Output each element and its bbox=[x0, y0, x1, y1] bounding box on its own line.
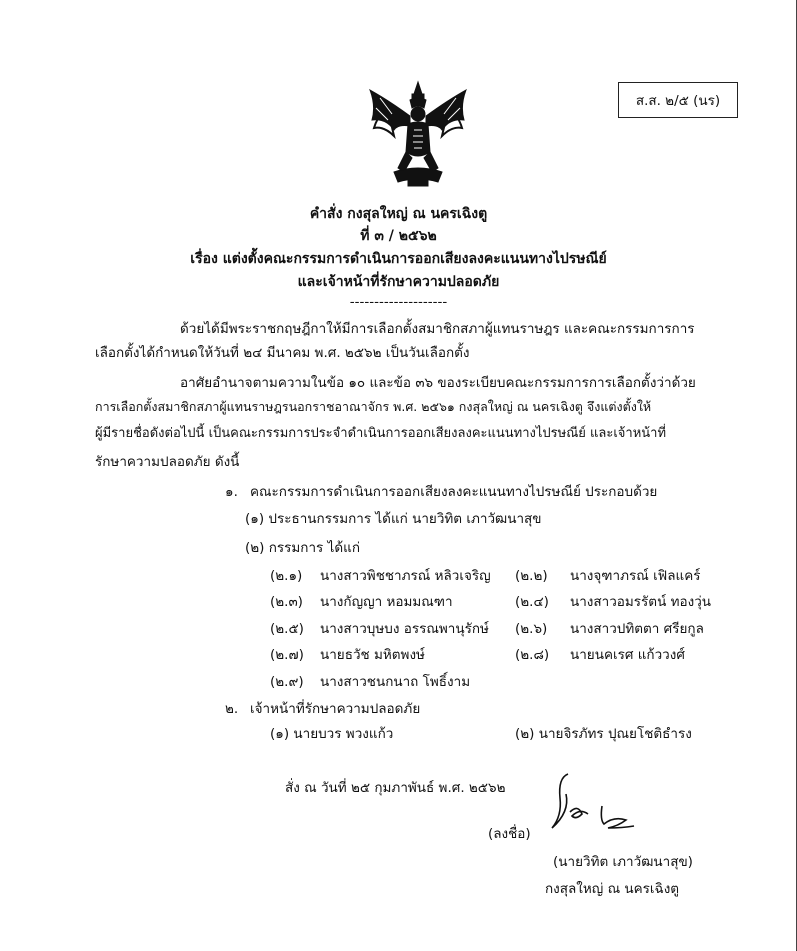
member-number: (๒.๙) bbox=[270, 674, 304, 690]
members-label: (๒) กรรมการ ได้แก่ bbox=[245, 540, 361, 556]
member-name: นางสาวชนกนาถ โพธิ์งาม bbox=[320, 674, 471, 690]
paragraph-1-line-1: ด้วยได้มีพระราชกฤษฎีกาให้มีการเลือกตั้งสมาชิกสภาผู้แทนราษฎร และคณะกรรมการการ bbox=[180, 321, 695, 337]
garuda-emblem-icon bbox=[358, 80, 478, 190]
chair-line: (๑) ประธานกรรมการ ได้แก่ นายวิทิต เภาวัฒนาสุข bbox=[245, 511, 542, 527]
order-number: ที่ ๓ / ๒๕๖๒ bbox=[360, 228, 437, 244]
section-2-title: เจ้าหน้าที่รักษาความปลอดภัย bbox=[250, 701, 421, 717]
section-1-title: คณะกรรมการดำเนินการออกเสียงลงคะแนนทางไปรษณีย์ ประกอบด้วย bbox=[250, 484, 658, 500]
member-number: (๒.๔) bbox=[515, 594, 549, 610]
member-number: (๒.๕) bbox=[270, 621, 304, 637]
member-name: นายธวัช มหิตพงษ์ bbox=[320, 647, 425, 663]
signer-name: (นายวิทิต เภาวัฒนาสุข) bbox=[553, 854, 693, 870]
paragraph-2-line-3: ผู้มีรายชื่อดังต่อไปนี้ เป็นคณะกรรมการประจำดำเนินการออกเสียงลงคะแนนทางไปรษณีย์ และเจ้าหน้าที่ bbox=[95, 426, 667, 441]
signature-icon bbox=[530, 768, 650, 848]
signer-title: กงสุลใหญ่ ณ นครเฉิงตู bbox=[545, 881, 680, 897]
member-name: นางสาวพิชชาภรณ์ หลิวเจริญ bbox=[320, 568, 491, 584]
order-date: สั่ง ณ วันที่ ๒๕ กุมภาพันธ์ พ.ศ. ๒๕๖๒ bbox=[285, 780, 506, 796]
member-number: (๒.๒) bbox=[515, 568, 548, 584]
guard-2: (๒) นายจิรภัทร ปุณยโชติธำรง bbox=[515, 726, 692, 742]
paragraph-2-line-4: รักษาความปลอดภัย ดังนี้ bbox=[95, 454, 240, 470]
member-name: นางสาวบุษบง อรรณพานุรักษ์ bbox=[320, 621, 489, 637]
paragraph-2-line-2: การเลือกตั้งสมาชิกสภาผู้แทนราษฎรนอกราชอาณาจักร พ.ศ. ๒๕๖๑ กงสุลใหญ่ ณ นครเฉิงตู จึงแต่งตั้งให้ bbox=[95, 399, 652, 414]
member-number: (๒.๗) bbox=[270, 647, 304, 663]
member-name: นางสาวปทิตตา ศรียกูล bbox=[570, 621, 704, 637]
member-name: นางจุฑาภรณ์ เฟิลแคร์ bbox=[570, 568, 701, 584]
section-1-number: ๑. bbox=[225, 484, 238, 500]
member-number: (๒.๓) bbox=[270, 594, 303, 610]
paragraph-1-line-2: เลือกตั้งได้กำหนดให้วันที่ ๒๔ มีนาคม พ.ศ. ๒๕๖๒ เป็นวันเลือกตั้ง bbox=[95, 345, 470, 361]
member-number: (๒.๖) bbox=[515, 621, 548, 637]
guard-1: (๑) นายบวร พวงแก้ว bbox=[270, 726, 394, 742]
order-title: คำสั่ง กงสุลใหญ่ ณ นครเฉิงตู bbox=[309, 206, 488, 222]
member-number: (๒.๘) bbox=[515, 647, 550, 663]
member-name: นางกัญญา หอมมณฑา bbox=[320, 594, 453, 610]
form-code-box bbox=[618, 82, 738, 118]
title-divider: -------------------- bbox=[349, 294, 448, 310]
paragraph-2-line-1: อาศัยอำนาจตามความในข้อ ๑๐ และข้อ ๓๖ ของระเบียบคณะกรรมการการเลือกตั้งว่าด้วย bbox=[180, 375, 696, 391]
subject-line-1: เรื่อง แต่งตั้งคณะกรรมการดำเนินการออกเสียงลงคะแนนทางไปรษณีย์ bbox=[190, 251, 607, 267]
member-number: (๒.๑) bbox=[270, 568, 303, 584]
form-code: ส.ส. ๒/๕ (นร) bbox=[635, 93, 721, 109]
signed-label: (ลงชื่อ) bbox=[488, 826, 531, 842]
member-name: นางสาวอมรรัตน์ ทองวุ่น bbox=[570, 594, 712, 610]
subject-line-2: และเจ้าหน้าที่รักษาความปลอดภัย bbox=[297, 274, 500, 290]
section-2-number: ๒. bbox=[225, 701, 239, 717]
member-name: นายนคเรศ แก้ววงศ์ bbox=[570, 647, 685, 663]
